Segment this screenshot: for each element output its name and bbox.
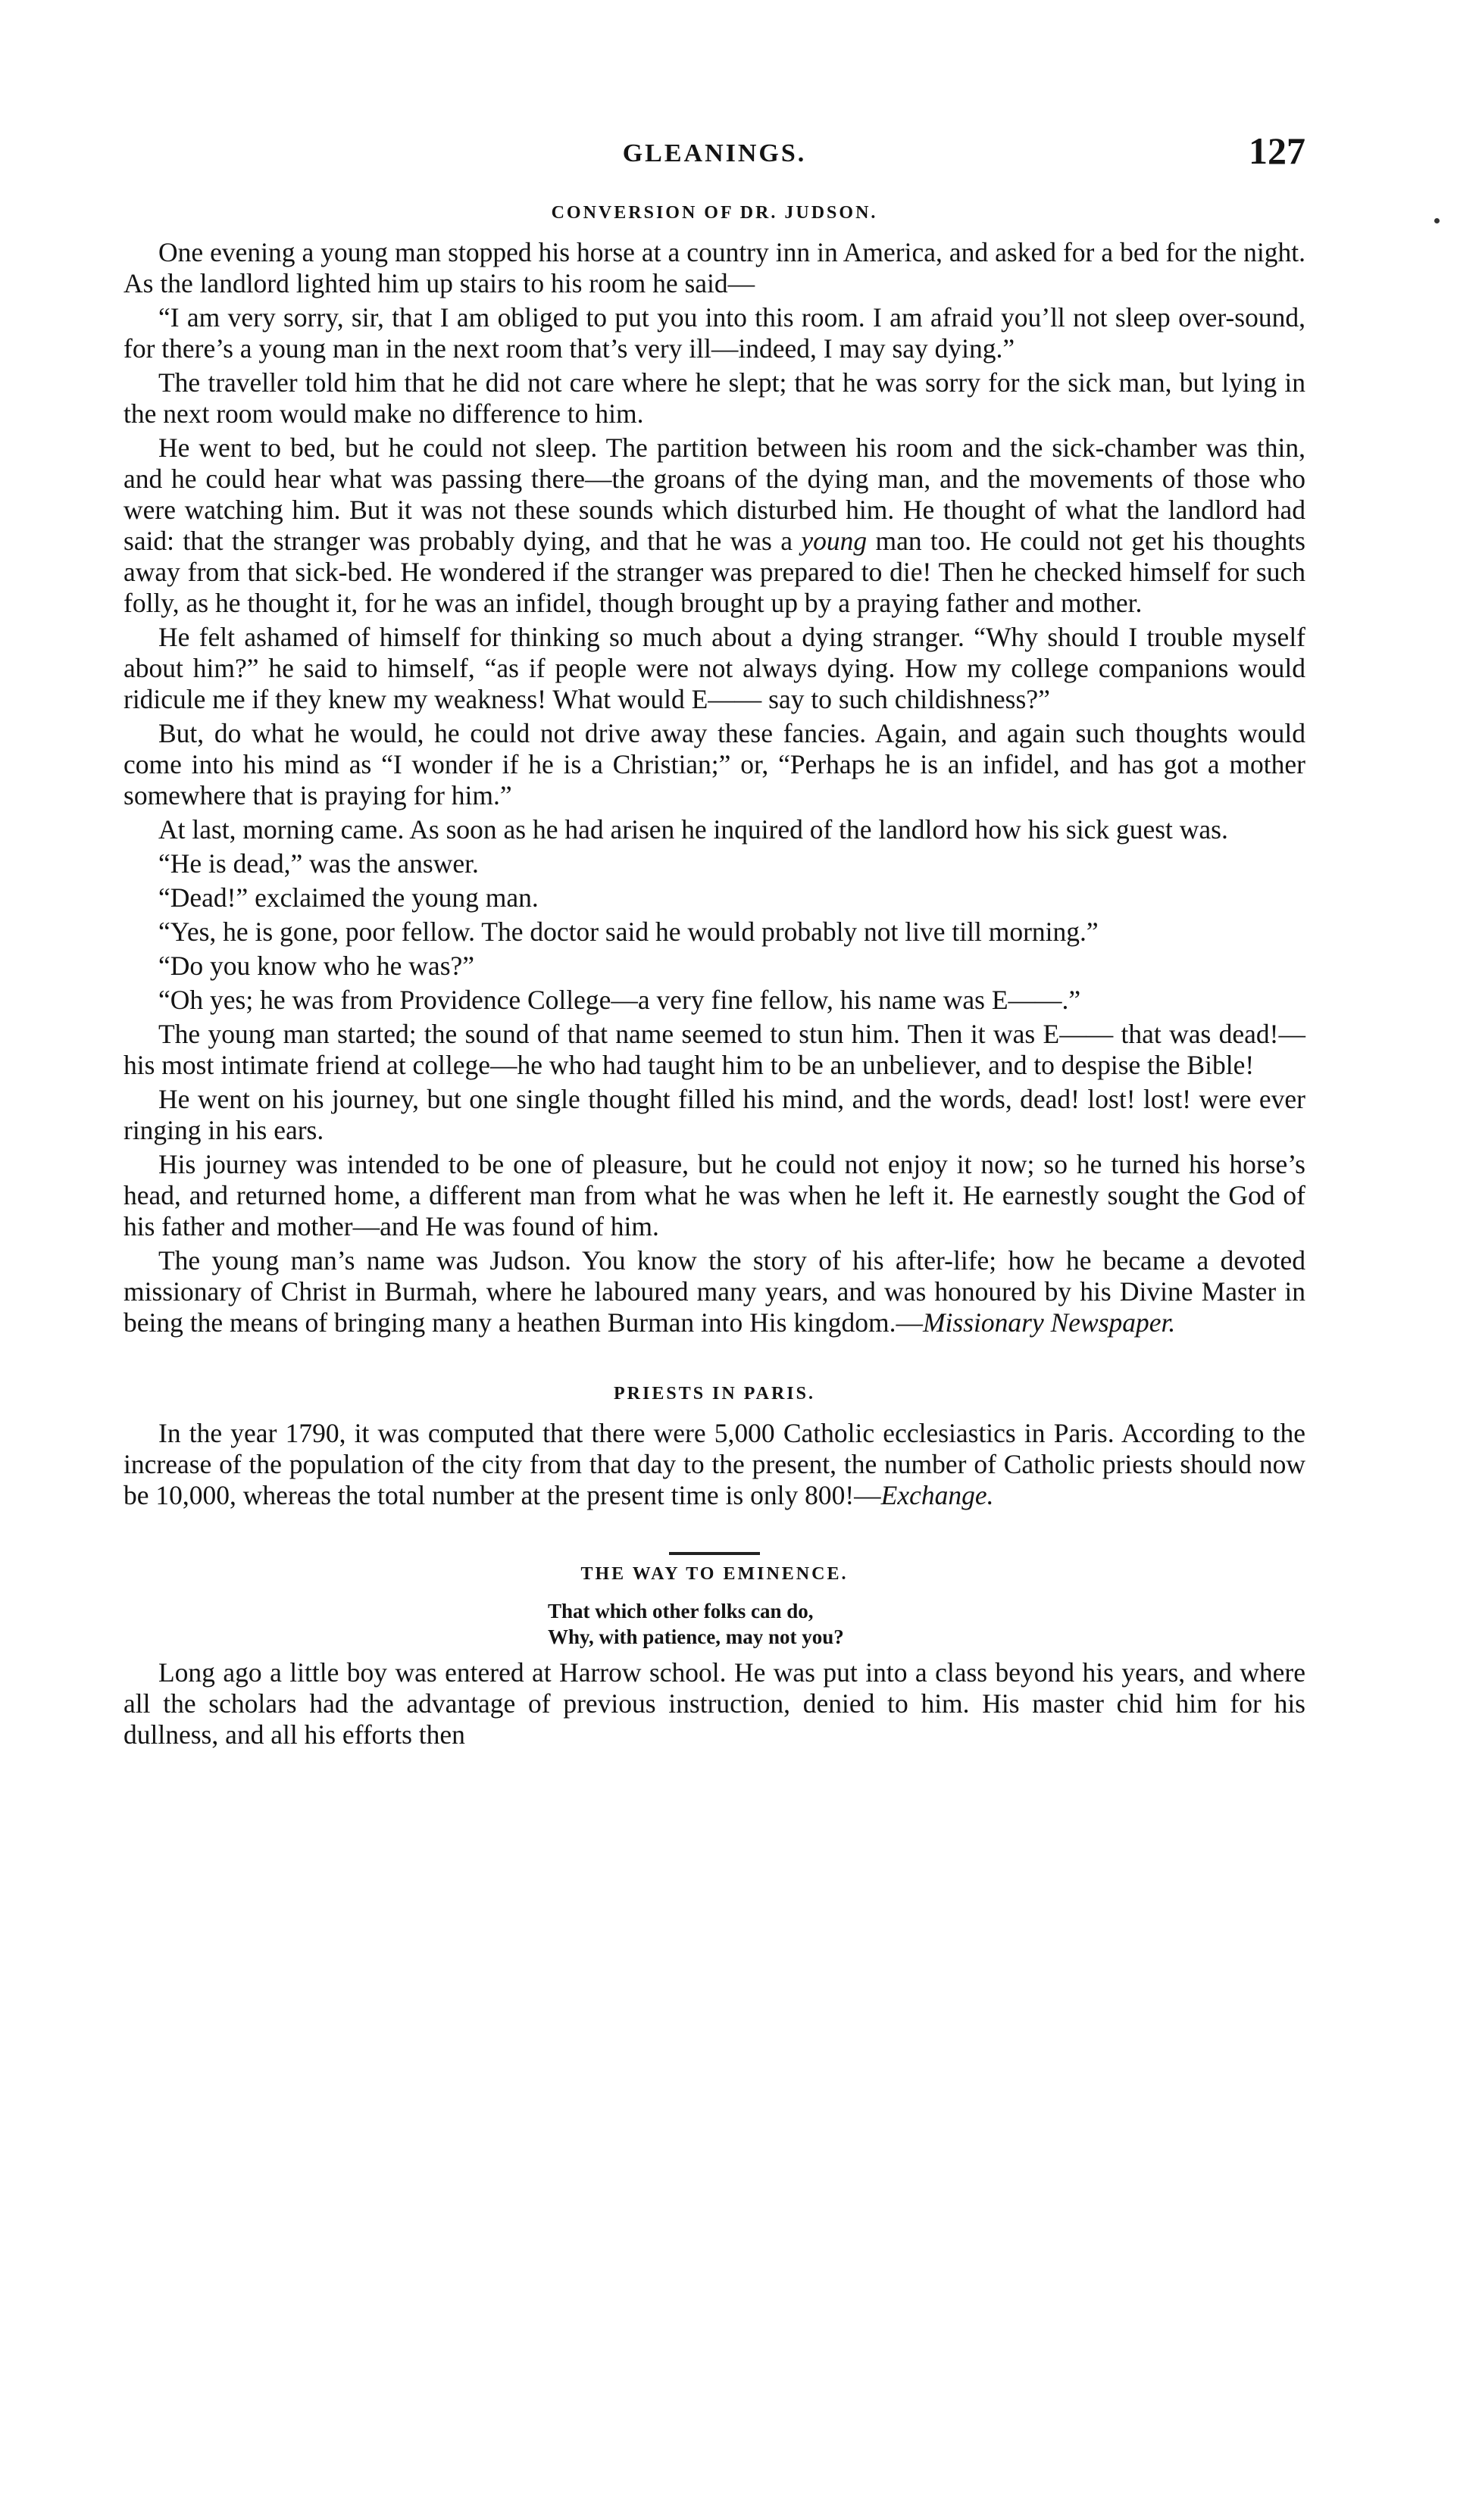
paragraph: “He is dead,” was the answer. [158,848,479,879]
epigraph-line: That which other folks can do, [548,1600,814,1622]
paragraph: At last, morning came. As soon as he had arisen he inquired of the landlord how his sick guest was. [158,814,1228,845]
paragraph [124,1245,1305,1338]
paragraph: The young man started; the sound of that name seemed to stun him. Then it was E—— that was dead!—his most intimate friend at college—he who had taught him to be an unbeliever, and to despise the Bible! [124,1019,1305,1080]
paragraph [124,1418,1305,1511]
paragraph: He went on his journey, but one single thought filled his mind, and the words, dead! lost! lost! were ever ringing in his ears. [124,1084,1305,1145]
running-title: GLEANINGS. [622,139,807,167]
paragraph: “Do you know who he was?” [158,951,475,981]
epigraph-line: Why, with patience, may not you? [548,1625,844,1648]
paragraph-text: The young man’s name was Judson. You know the story of his after-life; how he became a devoted missionary of Christ in Burmah, where he laboured many years, and was honoured by his Divine Master in being the means of bringing many a heathen Burman into His kingdom.— [124,1245,1305,1338]
paragraph-text: He went to bed, but he could not sleep. The partition between his room and the sick-chamber was thin, and he could hear what was passing there—the groans of the dying man, and the movements of those who were watching him. But it was not these sounds which disturbed him. He thought of what the landlord had said: that the stranger was probably dying, and that he was a [124,432,1305,556]
section-divider [669,1552,760,1555]
paragraph: One evening a young man stopped his horse at a country inn in America, and asked for a bed for the night. As the landlord lighted him up stairs to his room he said— [124,237,1305,298]
paragraph: “I am very sorry, sir, that I am obliged to put you into this room. I am afraid you’ll not sleep over-sound, for there’s a young man in the next room that’s very ill—indeed, I may say dying.” [124,302,1305,364]
page-number: 127 [1249,130,1305,172]
section-title-judson: CONVERSION OF DR. JUDSON. [551,203,878,223]
running-head [124,129,1305,182]
epigraph [548,1598,1305,1650]
paragraph: “Dead!” exclaimed the young man. [158,882,539,913]
section-title-priests: PRIESTS IN PARIS. [614,1384,815,1404]
margin-dot [1434,218,1440,223]
paragraph: Long ago a little boy was entered at Harrow school. He was put into a class beyond his years, and where all the scholars had the advantage of previous instruction, denied to him. His master chid him for his dullness, and all his efforts then [124,1657,1305,1750]
paragraph-text: man too. He could not get his thoughts away from that sick-bed. He wondered if the stranger was prepared to die! Then he checked himself for such folly, as he thought it, for he was an infidel, though brought up by a praying father and mother. [124,526,1305,618]
paragraph-text: In the year 1790, it was computed that there were 5,000 Catholic ecclesiastics in Paris. According to the increase of the population of the city from that day to the present, the number of Catholic priests should now be 10,000, whereas the total number at the present time is only 800!— [124,1418,1305,1510]
italic-word: young [801,526,868,556]
section-title-eminence: THE WAY TO EMINENCE. [580,1564,849,1584]
paragraph: But, do what he would, he could not drive away these fancies. Again, and again such thoughts would come into his mind as “I wonder if he is a Christian;” or, “Perhaps he is an infidel, and has got a mother somewhere that is praying for him.” [124,718,1305,810]
paragraph: “Yes, he is gone, poor fellow. The doctor said he would probably not live till morning.” [158,917,1099,947]
paragraph: He felt ashamed of himself for thinking so much about a dying stranger. “Why should I trouble myself about him?” he said to himself, “as if people were not always dying. How my college companions would ridicule me if they knew my weakness! What would E—— say to such childishness?” [124,622,1305,714]
page [124,129,1305,1753]
paragraph: “Oh yes; he was from Providence College—a very fine fellow, his name was E——.” [158,985,1081,1015]
source-citation: Exchange. [880,1480,994,1510]
source-citation: Missionary Newspaper. [922,1307,1176,1338]
paragraph: His journey was intended to be one of pleasure, but he could not enjoy it now; so he turned his horse’s head, and returned home, a different man from what he was when he left it. He earnestly sought the God of his father and mother—and He was found of him. [124,1149,1305,1241]
paragraph [124,432,1305,619]
paragraph: The traveller told him that he did not care where he slept; that he was sorry for the sick man, but lying in the next room would make no difference to him. [124,367,1305,429]
